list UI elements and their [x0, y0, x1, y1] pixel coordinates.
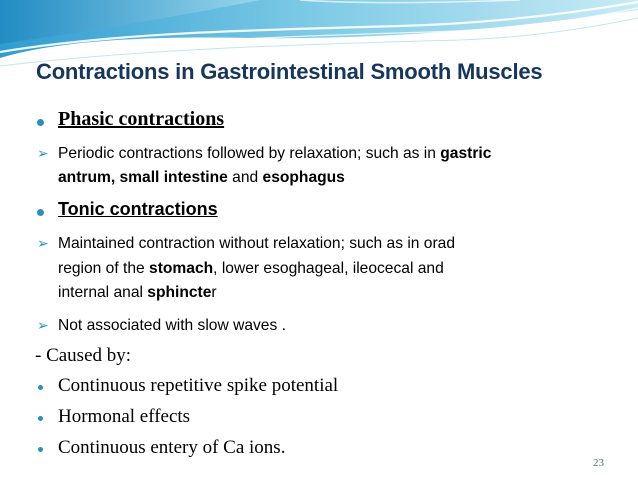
caused-by-line: [35, 345, 131, 367]
caused-by-text: - Caused by:: [35, 345, 132, 366]
bullet-dot-icon: [38, 447, 43, 452]
slide-title: Contractions in Gastrointestinal Smooth Muscles: [36, 59, 543, 84]
bullet-dot-icon: [38, 416, 43, 421]
phasic-desc-bold: gastric: [440, 145, 492, 162]
bullet-dot-icon: [37, 209, 44, 216]
tonic-desc-line-2: [58, 260, 444, 278]
cause-item: Continuous entery of Ca ions.: [58, 437, 286, 458]
bullet-dot-icon: [38, 385, 43, 390]
phasic-heading-text: Phasic contractions: [58, 108, 225, 130]
tonic-desc-text: region of the: [58, 260, 150, 277]
bullet-dot-icon: [37, 119, 44, 126]
page-number: 23: [593, 457, 604, 469]
phasic-desc-text: and: [227, 169, 263, 186]
phasic-desc-bold: antrum, small intestine: [58, 169, 228, 186]
arrow-bullet-icon: ➢: [37, 236, 49, 252]
tonic-desc-line-1: [58, 235, 455, 253]
phasic-desc-text: Periodic contractions followed by relaxation; such as in: [58, 145, 441, 162]
slow-waves-text: Not associated with slow waves .: [58, 317, 286, 334]
phasic-desc-line-1: [58, 145, 491, 163]
slow-waves-line: [58, 317, 286, 335]
tonic-heading: [58, 199, 218, 220]
tonic-desc-text: , lower esoghageal, ileocecal and: [213, 260, 444, 277]
tonic-desc-line-3: [58, 284, 217, 302]
cause-item: Continuous repetitive spike potential: [58, 375, 339, 396]
tonic-desc-text: r: [211, 284, 217, 301]
tonic-heading-text: Tonic contractions: [58, 199, 218, 219]
tonic-desc-bold: stomach: [149, 260, 214, 277]
arrow-bullet-icon: ➢: [37, 318, 49, 334]
tonic-desc-text: internal anal: [58, 284, 148, 301]
tonic-desc-bold: sphincte: [147, 284, 212, 301]
phasic-heading: [58, 108, 224, 131]
tonic-desc-text: Maintained contraction without relaxation; such as in orad: [58, 235, 456, 252]
cause-item: Hormonal effects: [58, 406, 191, 427]
phasic-desc-bold: esophagus: [262, 169, 345, 186]
arrow-bullet-icon: ➢: [37, 146, 49, 162]
phasic-desc-line-2: [58, 169, 345, 187]
